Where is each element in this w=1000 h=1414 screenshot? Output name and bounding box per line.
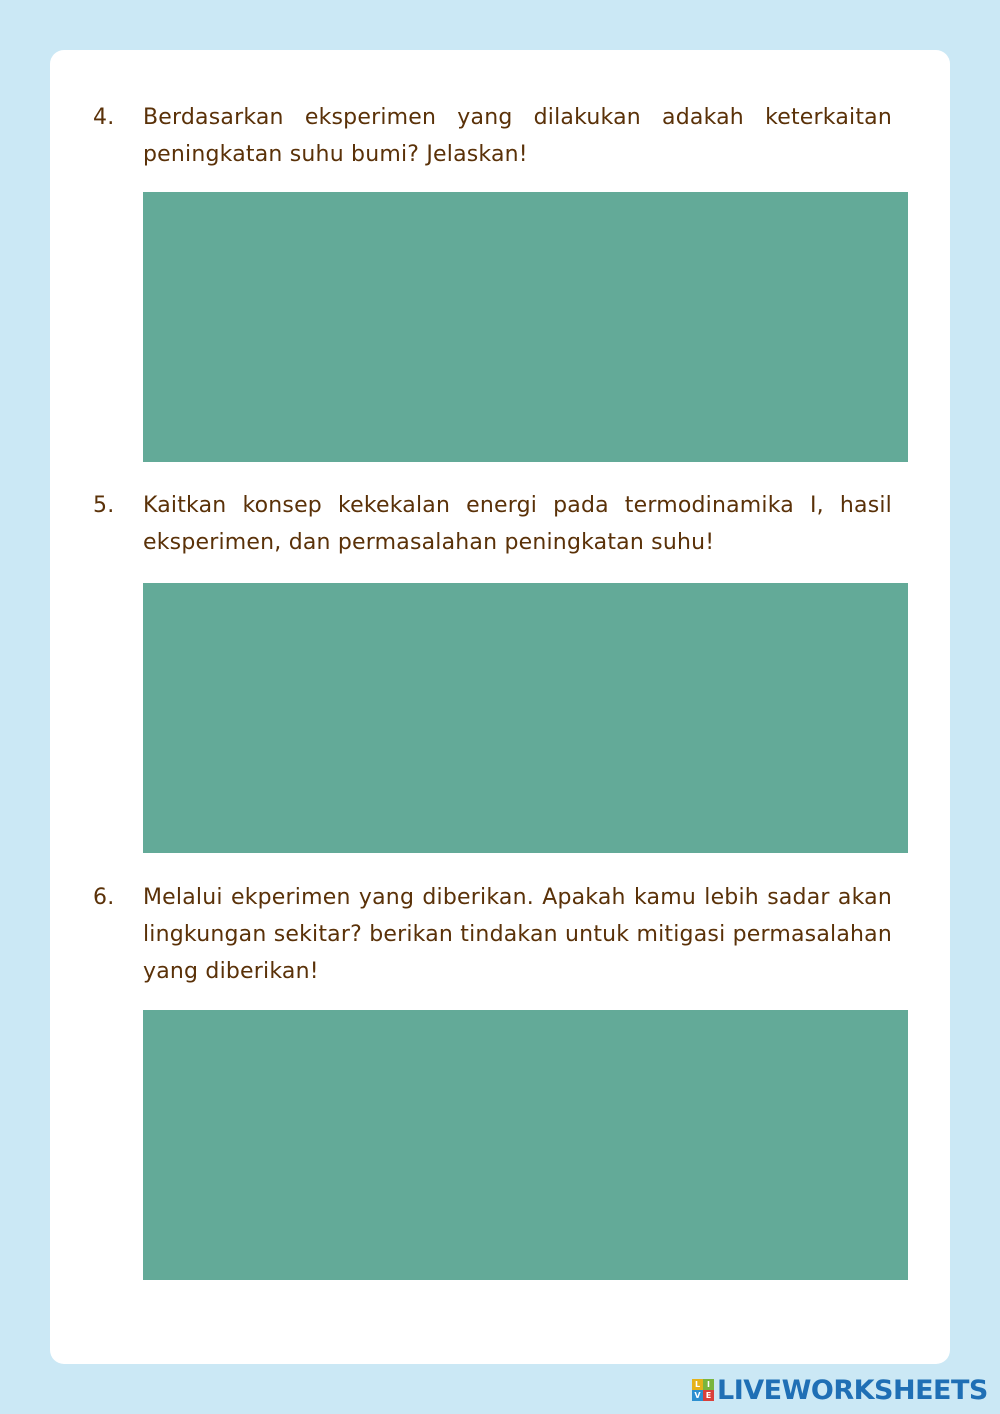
question-number: 4. [93, 105, 115, 130]
answer-box-4[interactable] [143, 192, 908, 462]
liveworksheets-logo-icon: L I V E [692, 1379, 714, 1401]
answer-box-5[interactable] [143, 583, 908, 853]
question-number: 5. [93, 493, 115, 518]
question-text: Kaitkan konsep kekekalan energi pada termodinamika I, hasil eksperimen, dan permasalahan peningkatan suhu! [143, 493, 892, 555]
question-text: Melalui ekperimen yang diberikan. Apakah kamu lebih sadar akan lingkungan sekitar? berikan tindakan untuk mitigasi permasalahan yang diberikan! [143, 885, 892, 984]
question-number: 6. [93, 885, 115, 910]
answer-box-6[interactable] [143, 1010, 908, 1280]
brand-name: LIVEWORKSHEETS [717, 1374, 988, 1406]
liveworksheets-brand[interactable] [692, 1374, 988, 1406]
question-text: Berdasarkan eksperimen yang dilakukan adakah keterkaitan peningkatan suhu bumi? Jelaskan! [143, 105, 892, 167]
